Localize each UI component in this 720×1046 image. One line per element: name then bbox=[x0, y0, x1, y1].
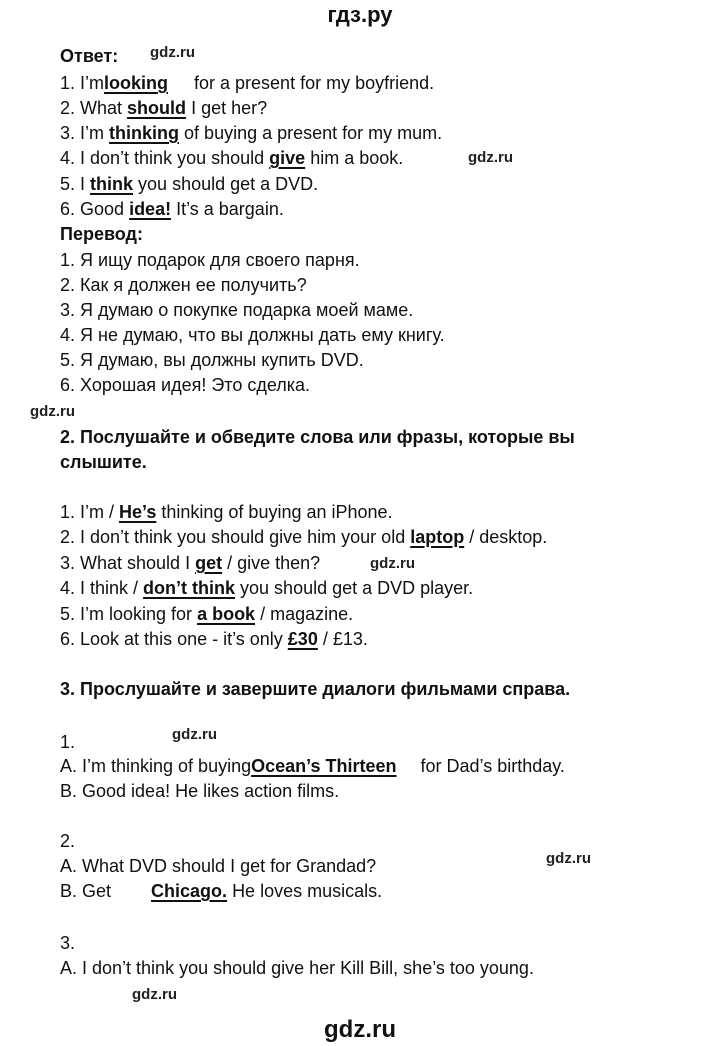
site-title: гдз.ру bbox=[327, 2, 393, 27]
task2-heading-line2: слышите. bbox=[60, 452, 147, 472]
task2-item-6: 6. Look at this one - it’s only £30 / £13. bbox=[60, 629, 368, 649]
dialogue-3-line-a: A. I don’t think you should give her Kill Bill, she’s too young. bbox=[60, 958, 534, 978]
watermark: gdz.ru bbox=[370, 555, 415, 572]
dialogue-3-number: 3. bbox=[60, 933, 76, 953]
watermark: gdz.ru bbox=[132, 986, 177, 1003]
task2-key-2: laptop bbox=[410, 527, 465, 547]
dialogue-2-line-b: B. Get Chicago. He loves musicals. bbox=[60, 881, 383, 901]
translation-item-3: 3. Я думаю о покупке подарка моей маме. bbox=[60, 300, 414, 320]
answer-item-2: 2. What should I get her? bbox=[60, 98, 268, 118]
dialogue-1-key: Ocean’s Thirteen bbox=[251, 756, 397, 776]
answer-key-3: thinking bbox=[109, 123, 180, 143]
task2-heading-line1: 2. Послушайте и обведите слова или фразы, которые вы bbox=[60, 427, 575, 447]
task2-item-5: 5. I’m looking for a book / magazine. bbox=[60, 604, 354, 624]
translation-item-5: 5. Я думаю, вы должны купить DVD. bbox=[60, 350, 364, 370]
task2-key-1: He’s bbox=[119, 502, 157, 522]
dialogue-1-line-b: B. Good idea! He likes action films. bbox=[60, 781, 340, 801]
watermark: gdz.ru bbox=[546, 850, 591, 867]
answer-item-4: 4. I don’t think you should give him a book. bbox=[60, 148, 404, 168]
dialogue-1-line-a: A. I’m thinking of buyingOcean’s Thirteen for Dad’s birthday. bbox=[60, 756, 565, 776]
answer-item-6: 6. Good idea! It’s a bargain. bbox=[60, 199, 284, 219]
dialogue-1-number: 1. bbox=[60, 732, 76, 752]
task2-key-4: don’t think bbox=[143, 578, 236, 598]
task3-heading: 3. Прослушайте и завершите диалоги фильмами справа. bbox=[60, 679, 571, 699]
translation-item-4: 4. Я не думаю, что вы должны дать ему книгу. bbox=[60, 325, 445, 345]
answer-item-1: 1. I’mlooking for a present for my boyfriend. bbox=[60, 73, 435, 93]
dialogue-2-line-a: A. What DVD should I get for Grandad? bbox=[60, 856, 377, 876]
footer-watermark: gdz.ru bbox=[324, 1016, 396, 1043]
watermark: gdz.ru bbox=[172, 726, 217, 743]
watermark: gdz.ru bbox=[468, 149, 513, 166]
task2-key-5: a book bbox=[197, 604, 256, 624]
task2-item-4: 4. I think / don’t think you should get a DVD player. bbox=[60, 578, 474, 598]
answer-item-5: 5. I think you should get a DVD. bbox=[60, 174, 319, 194]
watermark: gdz.ru bbox=[150, 44, 195, 61]
answer-key-1: looking bbox=[104, 73, 169, 93]
dialogue-2-number: 2. bbox=[60, 831, 76, 851]
answer-key-6: idea! bbox=[129, 199, 172, 219]
task2-item-1: 1. I’m / He’s thinking of buying an iPhone. bbox=[60, 502, 393, 522]
answer-key-5: think bbox=[90, 174, 134, 194]
translation-item-6: 6. Хорошая идея! Это сделка. bbox=[60, 375, 311, 395]
translation-heading: Перевод: bbox=[60, 224, 143, 244]
task2-item-3: 3. What should I get / give then? bbox=[60, 553, 321, 573]
dialogue-2-key: Chicago. bbox=[151, 881, 228, 901]
answer-key-4: give bbox=[269, 148, 306, 168]
answer-item-3: 3. I’m thinking of buying a present for my mum. bbox=[60, 123, 443, 143]
watermark: gdz.ru bbox=[30, 403, 75, 420]
answer-heading: Ответ: bbox=[60, 46, 119, 66]
translation-item-2: 2. Как я должен ее получить? bbox=[60, 275, 307, 295]
task2-key-3: get bbox=[195, 553, 223, 573]
task2-item-2: 2. I don’t think you should give him your old laptop / desktop. bbox=[60, 527, 548, 547]
translation-item-1: 1. Я ищу подарок для своего парня. bbox=[60, 250, 360, 270]
task2-key-6: £30 bbox=[287, 629, 318, 649]
answer-key-2: should bbox=[127, 98, 187, 118]
